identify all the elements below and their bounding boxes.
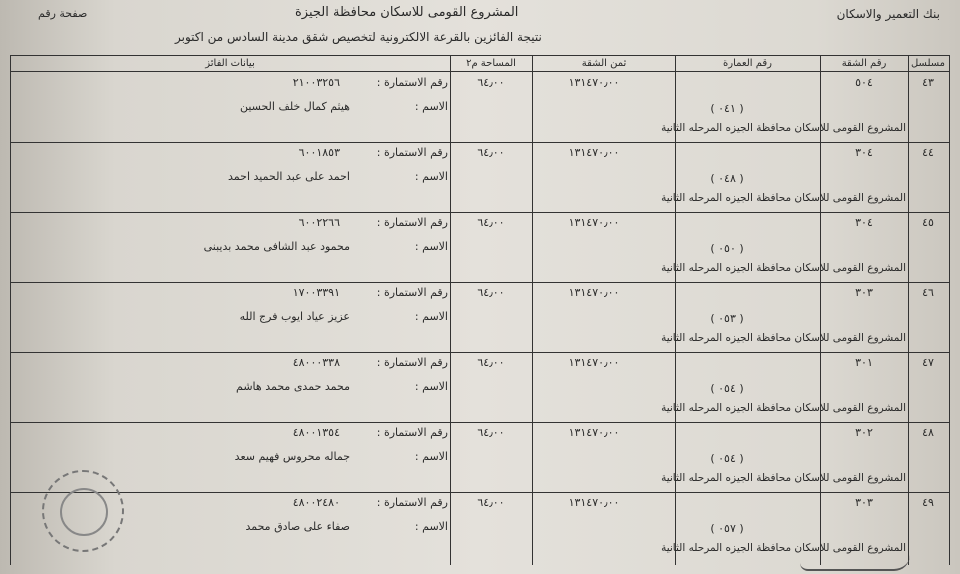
header-price: ثمن الشقة (581, 58, 627, 69)
project-name: المشروع القومى للاسكان محافظة الجيزه المرحله الثانية (661, 402, 906, 414)
apartment-area: ٦٤٫٠٠ (477, 286, 505, 299)
winner-name: صفاء على صادق محمد (245, 520, 350, 533)
table-top-border (10, 55, 950, 56)
project-title: المشروع القومى للاسكان محافظة الجيزة (295, 5, 519, 20)
project-name: المشروع القومى للاسكان محافظة الجيزه المرحله الثانية (661, 122, 906, 134)
row-separator (10, 352, 950, 353)
name-label: الاسم : (414, 380, 448, 393)
header-winner: بيانات الفائز (205, 58, 255, 69)
project-name: المشروع القومى للاسكان محافظة الجيزه المرحله الثانية (661, 262, 906, 274)
serial-number: ٤٧ (922, 356, 934, 369)
name-label: الاسم : (414, 170, 448, 183)
name-label: الاسم : (414, 100, 448, 113)
row-separator (10, 282, 950, 283)
serial-number: ٤٤ (922, 146, 934, 159)
apartment-area: ٦٤٫٠٠ (477, 216, 505, 229)
serial-number: ٤٩ (922, 496, 934, 509)
apartment-number: ٣٠١ (855, 356, 873, 369)
serial-number: ٤٨ (922, 426, 934, 439)
apartment-number: ٣٠٢ (855, 426, 873, 439)
apartment-price: ١٣١٤٧٠٫٠٠ (568, 76, 620, 89)
apartment-price: ١٣١٤٧٠٫٠٠ (568, 356, 620, 369)
name-label: الاسم : (414, 240, 448, 253)
form-number-label: رقم الاستمارة : (376, 496, 448, 509)
apartment-area: ٦٤٫٠٠ (477, 426, 505, 439)
apartment-number: ٣٠٣ (855, 496, 873, 509)
form-number: ٤٨٠٠١٣٥٤ (292, 426, 340, 439)
name-label: الاسم : (414, 450, 448, 463)
apartment-price: ١٣١٤٧٠٫٠٠ (568, 146, 620, 159)
table-right-border (949, 55, 950, 565)
page-number-label: صفحة رقم (38, 7, 88, 20)
winner-name: عزيز عياد ايوب فرج الله (239, 310, 350, 323)
project-name: المشروع القومى للاسكان محافظة الجيزه المرحله الثانية (661, 192, 906, 204)
col-sep-serial (908, 55, 909, 565)
winner-name: احمد على عبد الحميد احمد (228, 170, 350, 183)
official-stamp (42, 470, 124, 552)
apartment-price: ١٣١٤٧٠٫٠٠ (568, 496, 620, 509)
name-label: الاسم : (414, 310, 448, 323)
bank-name: بنك التعمير والاسكان (836, 7, 940, 21)
form-number: ٦٠٠١٨٥٣ (298, 146, 340, 159)
apartment-price: ١٣١٤٧٠٫٠٠ (568, 216, 620, 229)
header-serial: مسلسل (910, 58, 946, 69)
apartment-price: ١٣١٤٧٠٫٠٠ (568, 426, 620, 439)
building-number: ( ٠٥٠ ) (710, 242, 744, 255)
row-separator (10, 422, 950, 423)
form-number: ١٧٠٠٣٣٩١ (292, 286, 340, 299)
building-number: ( ٠٥٤ ) (710, 382, 744, 395)
apartment-area: ٦٤٫٠٠ (477, 76, 505, 89)
building-number: ( ٠٤١ ) (710, 102, 744, 115)
form-number-label: رقم الاستمارة : (376, 426, 448, 439)
winner-name: جماله محروس فهيم سعد (234, 450, 350, 463)
form-number-label: رقم الاستمارة : (376, 286, 448, 299)
apartment-area: ٦٤٫٠٠ (477, 496, 505, 509)
form-number-label: رقم الاستمارة : (376, 216, 448, 229)
serial-number: ٤٥ (922, 216, 934, 229)
apartment-number: ٥٠٤ (855, 76, 873, 89)
col-sep-area (450, 55, 451, 565)
table-left-border (10, 55, 11, 565)
row-separator (10, 142, 950, 143)
document-subtitle: نتيجة الفائزين بالقرعة الالكترونية لتخصيص شقق مدينة السادس من اكتوبر (175, 30, 542, 44)
winners-table (10, 55, 950, 565)
form-number-label: رقم الاستمارة : (376, 356, 448, 369)
project-name: المشروع القومى للاسكان محافظة الجيزه المرحله الثانية (661, 332, 906, 344)
header-bottom-border (10, 71, 950, 72)
apartment-price: ١٣١٤٧٠٫٠٠ (568, 286, 620, 299)
row-separator (10, 492, 950, 493)
header-apt: رقم الشقة (841, 58, 887, 69)
project-name: المشروع القومى للاسكان محافظة الجيزه المرحله الثانية (661, 472, 906, 484)
building-number: ( ٠٥٧ ) (710, 522, 744, 535)
winner-name: هيثم كمال خلف الحسين (239, 100, 350, 113)
serial-number: ٤٣ (922, 76, 934, 89)
form-number: ٢١٠٠٣٢٥٦ (292, 76, 340, 89)
winner-name: محمد حمدى محمد هاشم (236, 380, 350, 393)
name-label: الاسم : (414, 520, 448, 533)
building-number: ( ٠٥٤ ) (710, 452, 744, 465)
form-number: ٤٨٠٠٠٣٣٨ (292, 356, 340, 369)
building-number: ( ٠٤٨ ) (710, 172, 744, 185)
form-number-label: رقم الاستمارة : (376, 76, 448, 89)
form-number-label: رقم الاستمارة : (376, 146, 448, 159)
winner-name: محمود عبد الشافى محمد بديبنى (203, 240, 350, 253)
serial-number: ٤٦ (922, 286, 934, 299)
col-sep-price (532, 55, 533, 565)
project-name: المشروع القومى للاسكان محافظة الجيزه المرحله الثانية (661, 542, 906, 554)
header-area: المساحة م٢ (466, 58, 516, 69)
signature-mark (800, 555, 910, 571)
apartment-number: ٣٠٣ (855, 286, 873, 299)
apartment-area: ٦٤٫٠٠ (477, 146, 505, 159)
form-number: ٤٨٠٠٢٤٨٠ (292, 496, 340, 509)
form-number: ٦٠٠٢٢٦٦ (298, 216, 340, 229)
row-separator (10, 212, 950, 213)
apartment-number: ٣٠٤ (855, 216, 873, 229)
building-number: ( ٠٥٣ ) (710, 312, 744, 325)
apartment-number: ٣٠٤ (855, 146, 873, 159)
header-building: رقم العمارة (723, 58, 772, 69)
apartment-area: ٦٤٫٠٠ (477, 356, 505, 369)
